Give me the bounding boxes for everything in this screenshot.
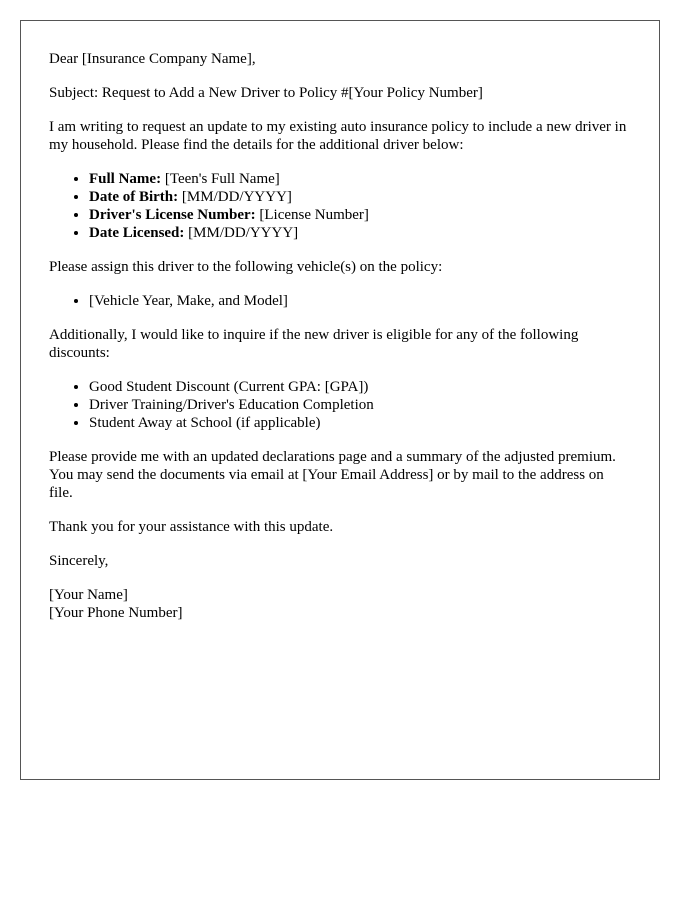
detail-value: [License Number] — [255, 207, 369, 223]
list-item: • Driver Training/Driver's Education Completion — [89, 396, 631, 414]
closing: Sincerely, — [49, 553, 109, 569]
detail-label: Driver's License Number: — [89, 207, 256, 223]
detail-value: [Teen's Full Name] — [161, 171, 280, 187]
detail-label: Date Licensed: — [89, 225, 185, 241]
signature-name: [Your Name] — [49, 587, 128, 603]
list-item: • [Vehicle Year, Make, and Model] — [89, 292, 631, 310]
vehicle-list — [49, 292, 631, 310]
request-paragraph: Please provide me with an updated declarations page and a summary of the adjusted premium. You may send the documents via email at [Your Email Address] or by mail to the address on file. — [49, 449, 616, 501]
discount-intro-paragraph: Additionally, I would like to inquire if the new driver is eligible for any of the following discounts: — [49, 327, 579, 361]
list-item: • Student Away at School (if applicable) — [89, 414, 631, 432]
salutation: Dear [Insurance Company Name], — [49, 51, 256, 67]
detail-label: Date of Birth: — [89, 189, 179, 205]
detail-value: [MM/DD/YYYY] — [184, 225, 299, 241]
subject-line: Subject: Request to Add a New Driver to Policy #[Your Policy Number] — [49, 85, 483, 101]
list-item — [89, 188, 631, 206]
list-item — [89, 206, 631, 224]
discount-list — [49, 378, 631, 432]
signature-block — [49, 586, 631, 622]
detail-value: [MM/DD/YYYY] — [178, 189, 292, 205]
thanks-paragraph: Thank you for your assistance with this update. — [49, 519, 334, 535]
driver-details-list — [49, 170, 631, 242]
signature-phone: [Your Phone Number] — [49, 605, 183, 621]
intro-paragraph: I am writing to request an update to my existing auto insurance policy to include a new driver in my household. Please find the details for the additional driver below: — [49, 119, 627, 153]
vehicle-intro-paragraph: Please assign this driver to the following vehicle(s) on the policy: — [49, 259, 443, 275]
letter-page — [20, 20, 660, 780]
list-item — [89, 224, 631, 242]
list-item: • Good Student Discount (Current GPA: [GPA]) — [89, 378, 631, 396]
list-item — [89, 170, 631, 188]
detail-label: Full Name: — [89, 171, 162, 187]
